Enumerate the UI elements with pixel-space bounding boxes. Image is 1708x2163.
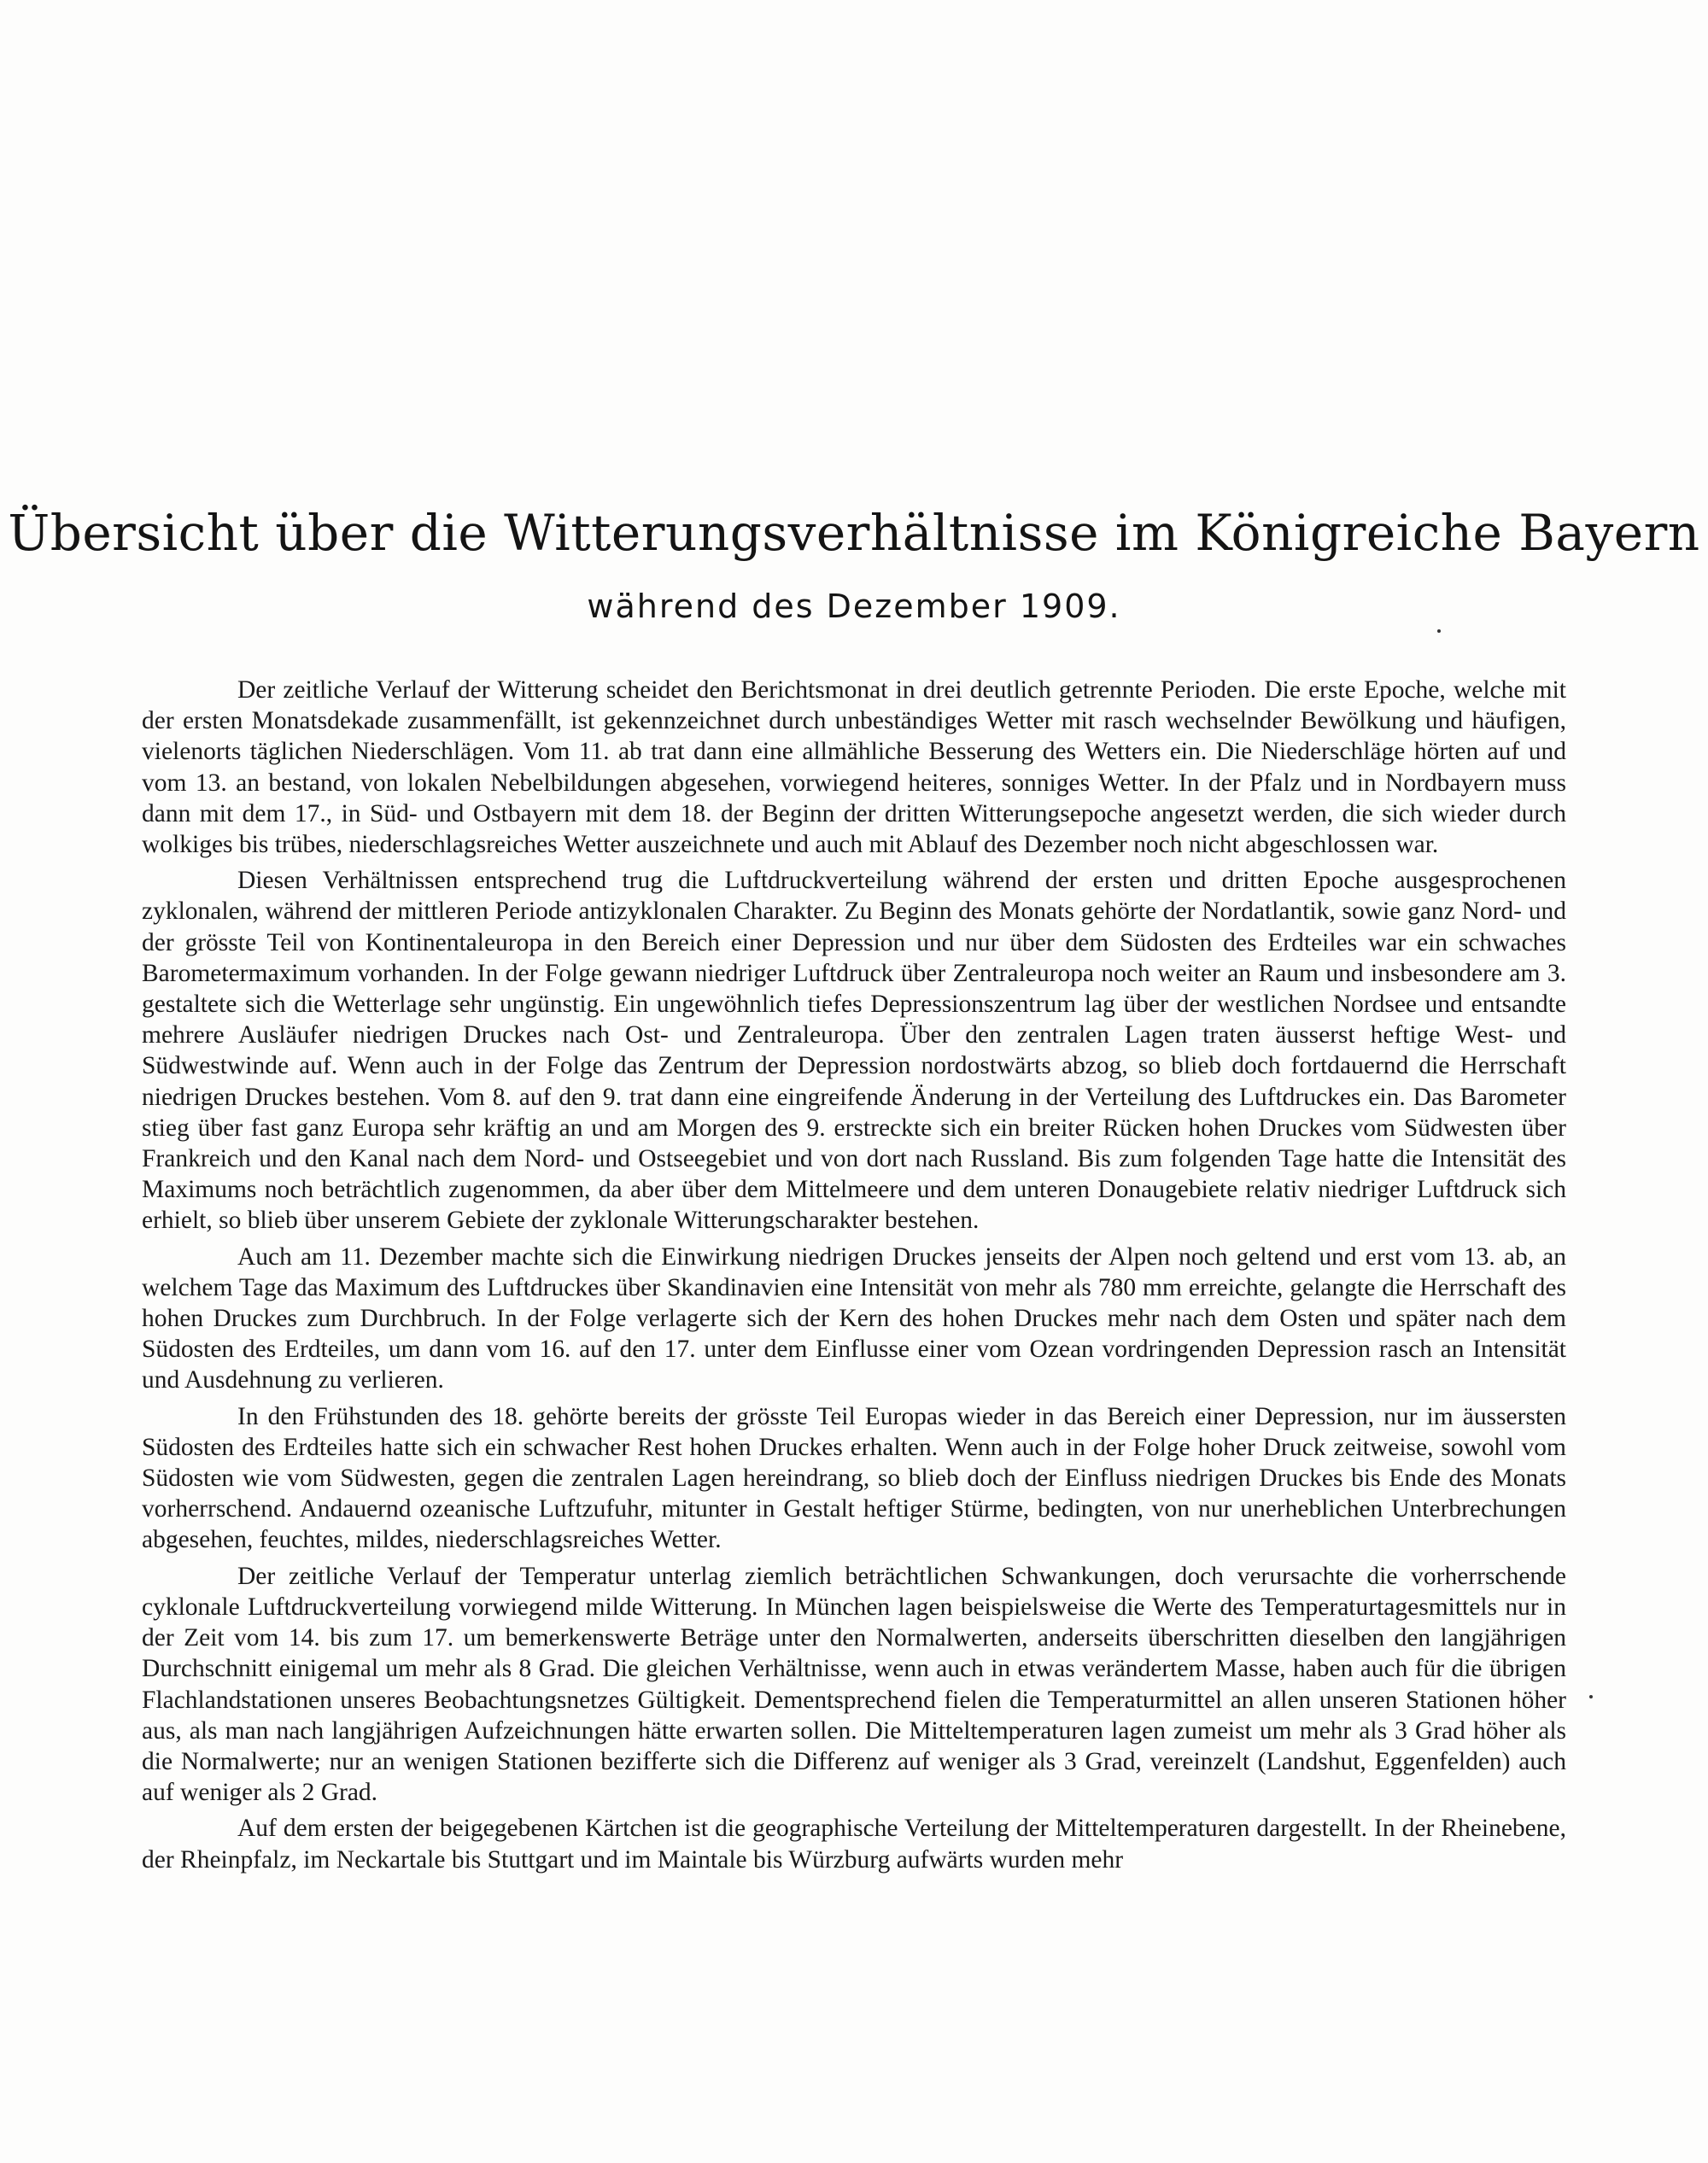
page-subtitle: während des Dezember 1909.: [587, 588, 1121, 625]
paragraph-2: Diesen Verhältnissen entsprechend trug die Luftdruckverteilung während der ersten und dritten Epoche ausgesprochenen zyklonalen, während der mittleren Periode antizyklonalen Charakter. Zu Beginn des Monats gehörte der Nordatlantik, sowie ganz Nord- und der grösste Teil von Kontinentaleuropa in den Bereich einer Depression und nur über dem Südosten des Erdteiles war ein schwaches Barometermaximum vorhanden. In der Folge gewann niedriger Luftdruck über Zentraleuropa noch weiter an Raum und insbesondere am 3. gestaltete sich die Wetterlage sehr ungünstig. Ein ungewöhnlich tiefes Depressionszentrum lag über der westlichen Nordsee und entsandte mehrere Ausläufer niedrigen Druckes nach Ost- und Zentraleuropa. Über den zentralen Lagen traten äusserst heftige West- und Südwestwinde auf. Wenn auch in der Folge das Zentrum der Depression nordostwärts abzog, so blieb doch fortdauernd die Herrschaft niedrigen Druckes bestehen. Vom 8. auf den 9. trat dann eine eingreifende Änderung in der Verteilung des Luftdruckes ein. Das Barometer stieg über fast ganz Europa sehr kräftig an und am Morgen des 9. erstreckte sich ein breiter Rücken hohen Druckes vom Südwesten über Frankreich und den Kanal nach dem Nord- und Ostseegebiet und von dort nach Russland. Bis zum folgenden Tage hatte die Intensität des Maximums noch beträchtlich zugenommen, da aber über dem Mittelmeere und dem unteren Donaugebiete relativ niedriger Luftdruck sich erhielt, so blieb über unserem Gebiete der zyklonale Witterungscharakter bestehen.: [142, 867, 1566, 1235]
scan-speck: [1437, 629, 1441, 633]
body-text: [142, 675, 1566, 1880]
paragraph-1: Der zeitliche Verlauf der Witterung scheidet den Berichtsmonat in drei deutlich getrennte Perioden. Die erste Epoche, welche mit der ersten Monatsdekade zusammenfällt, ist gekennzeichnet durch unbeständiges Wetter mit rasch wechselnder Bewölkung und häufigen, vielenorts täglichen Niederschlägen. Vom 11. ab trat dann eine allmähliche Besserung des Wetters ein. Die Niederschläge hörten auf und vom 13. an bestand, von lokalen Nebelbildungen abgesehen, vorwiegend heiteres, sonniges Wetter. In der Pfalz und in Nordbayern muss dann mit dem 17., in Süd- und Ostbayern mit dem 18. der Beginn der dritten Witterungsepoche angesetzt werden, die sich wieder durch wolkiges bis trübes, niederschlagsreiches Wetter auszeichnete und auch mit Ablauf des Dezember noch nicht abgeschlossen war.: [142, 676, 1566, 859]
page-title: Übersicht über die Witterungsverhältnisse im Königreiche Bayern: [8, 504, 1700, 562]
paragraph-6: Auf dem ersten der beigegebenen Kärtchen ist die geographische Verteilung der Mitteltemperaturen dargestellt. In der Rheinebene, der Rheinpfalz, im Neckartale bis Stuttgart und im Maintale bis Würzburg aufwärts wurden mehr: [142, 1815, 1566, 1874]
paragraph-5: Der zeitliche Verlauf der Temperatur unterlag ziemlich beträchtlichen Schwankungen, doch verursachte die vorherrschende cyklonale Luftdruckverteilung vorwiegend milde Witterung. In München lagen beispielsweise die Werte des Temperaturtagesmittels nur in der Zeit vom 14. bis zum 17. um bemerkenswerte Beträge unter den Normalwerten, anderseits überschritten dieselben den langjährigen Durchschnitt einigemal um mehr als 8 Grad. Die gleichen Verhältnisse, wenn auch in etwas verändertem Masse, haben auch für die übrigen Flachlandstationen unseres Beobachtungsnetzes Gültigkeit. Dementsprechend fielen die Temperaturmittel an allen unseren Stationen höher aus, als man nach langjährigen Aufzeichnungen hätte erwarten sollen. Die Mitteltemperaturen lagen zumeist um mehr als 3 Grad höher als die Normalwerte; nur an wenigen Stationen bezifferte sich die Differenz auf weniger als 3 Grad, vereinzelt (Landshut, Eggenfelden) auch auf weniger als 2 Grad.: [142, 1562, 1566, 1807]
paragraph-3: Auch am 11. Dezember machte sich die Einwirkung niedrigen Druckes jenseits der Alpen noch geltend und erst vom 13. ab, an welchem Tage das Maximum des Luftdruckes über Skandinavien eine Intensität von mehr als 780 mm erreichte, gelangte die Herrschaft des hohen Druckes zum Durchbruch. In der Folge verlagerte sich der Kern des hohen Druckes mehr nach dem Osten und später nach dem Südosten des Erdteiles, um dann vom 16. auf den 17. unter dem Einflusse einer vom Ozean vordringenden Depression rasch an Intensität und Ausdehnung zu verlieren.: [142, 1242, 1566, 1394]
paragraph-4: In den Frühstunden des 18. gehörte bereits der grösste Teil Europas wieder in das Bereich einer Depression, nur im äussersten Südosten des Erdteiles hatte sich ein schwacher Rest hohen Druckes erhalten. Wenn auch in der Folge hoher Druck zeitweise, sowohl vom Südosten wie vom Südwesten, gegen die zentralen Lagen hereindrang, so blieb doch der Einfluss niedrigen Druckes bis Ende des Monats vorherrschend. Andauernd ozeanische Luftzufuhr, mitunter in Gestalt heftiger Stürme, bedingten, von nur unerheblichen Unterbrechungen abgesehen, feuchtes, mildes, niederschlagsreiches Wetter.: [142, 1402, 1566, 1554]
scan-speck: [1589, 1695, 1593, 1698]
